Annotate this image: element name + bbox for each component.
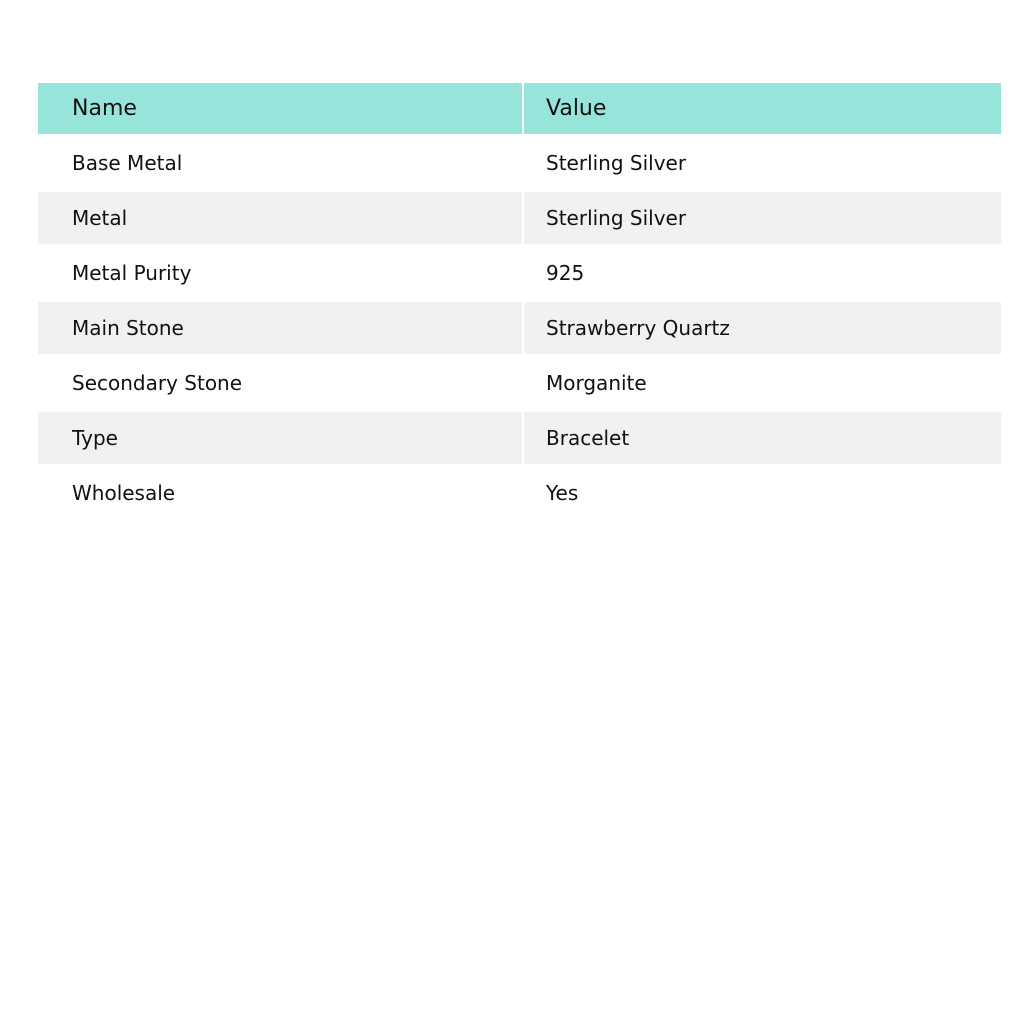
table-body (38, 134, 1001, 522)
table-row (38, 464, 1001, 522)
row-value-cell: Sterling Silver (523, 192, 1001, 244)
row-value-cell: Yes (523, 464, 1001, 522)
table-row (38, 244, 1001, 302)
row-name-cell: Metal Purity (38, 244, 523, 302)
spec-table (38, 83, 1001, 522)
row-name-cell: Base Metal (38, 134, 523, 192)
table-header (38, 83, 1001, 134)
row-name-cell: Main Stone (38, 302, 523, 354)
table-row (38, 412, 1001, 464)
row-name-cell: Wholesale (38, 464, 523, 522)
row-name-cell: Type (38, 412, 523, 464)
table-row (38, 354, 1001, 412)
table-row (38, 192, 1001, 244)
row-value-cell: Morganite (523, 354, 1001, 412)
row-value-cell: Strawberry Quartz (523, 302, 1001, 354)
column-header-value: Value (523, 83, 1001, 134)
row-value-cell: 925 (523, 244, 1001, 302)
header-row (38, 83, 1001, 134)
row-name-cell: Metal (38, 192, 523, 244)
row-value-cell: Sterling Silver (523, 134, 1001, 192)
table-row (38, 134, 1001, 192)
table-row (38, 302, 1001, 354)
row-value-cell: Bracelet (523, 412, 1001, 464)
row-name-cell: Secondary Stone (38, 354, 523, 412)
column-header-name: Name (38, 83, 523, 134)
